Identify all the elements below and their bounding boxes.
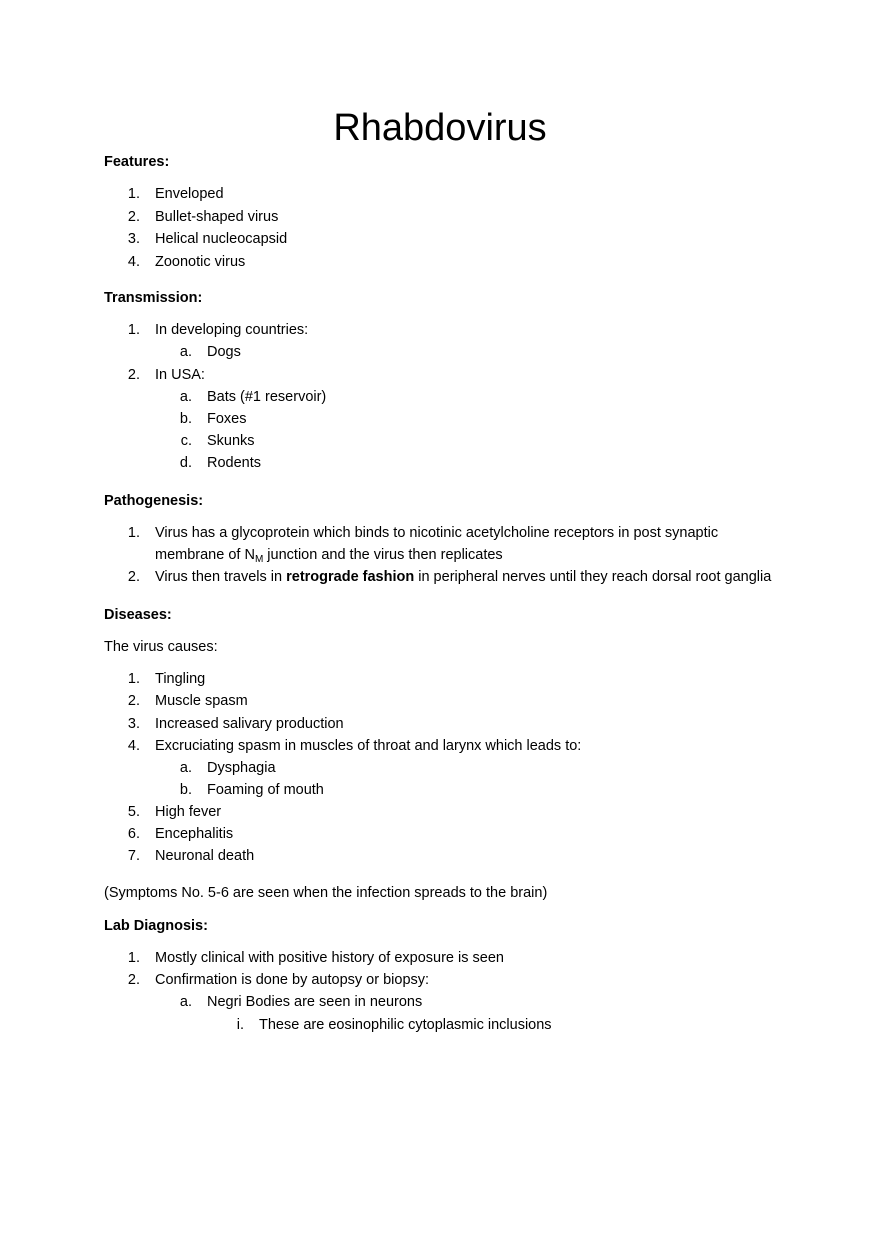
pathogenesis-heading: Pathogenesis: bbox=[104, 493, 204, 509]
transmission-heading: Transmission: bbox=[104, 290, 203, 306]
page-title: Rhabdovirus bbox=[333, 107, 547, 149]
diseases-heading: Diseases: bbox=[104, 607, 172, 623]
document-page: Rhabdovirus Features: 1. Enveloped 2. Bullet-shaped virus 3. Helical nucleocapsid 4. Zoonotic virus Transmission: 1. In developing countries: a. Dogs 2. In USA: a. Bats (#1 reservoir) b. Foxes c. Skunks d. Rodents Pathogenesis: 1. Virus has a glycoprotein which binds to nicotinic acetylcholine receptors in post synaptic membrane of $N_M$ junction and the virus then replicates 2. Virus then travels in retrograde fashion in peripheral nerves until they reach dorsal root ganglia Diseases: The virus causes: 1. Tingling 2. Muscle spasm 3. Increased salivary production 4. Excruciating spasm in muscles of throat and larynx which leads to: a. Dysphagia b. Foaming of mouth 5. High fever 6. Encephalitis 7. Neuronal death (Symptoms No. 5-6 are seen when the infection spreads to the brain) Lab Diagnosis: 1. Mostly clinical with positive history of exposure is seen 2. Confirmation is done by autopsy or biopsy: a. Negri Bodies are seen in neurons i. These are eosinophilic cytoplasmic inclusions bbox=[0, 0, 880, 1247]
emphasis-text: retrograde fashion bbox=[286, 569, 415, 585]
symptoms-note: (Symptoms No. 5-6 are seen when the infection spreads to the brain) bbox=[104, 885, 548, 901]
diseases-intro: The virus causes: bbox=[104, 639, 218, 655]
features-heading: Features: bbox=[104, 154, 170, 170]
lab-diagnosis-heading: Lab Diagnosis: bbox=[104, 918, 208, 934]
